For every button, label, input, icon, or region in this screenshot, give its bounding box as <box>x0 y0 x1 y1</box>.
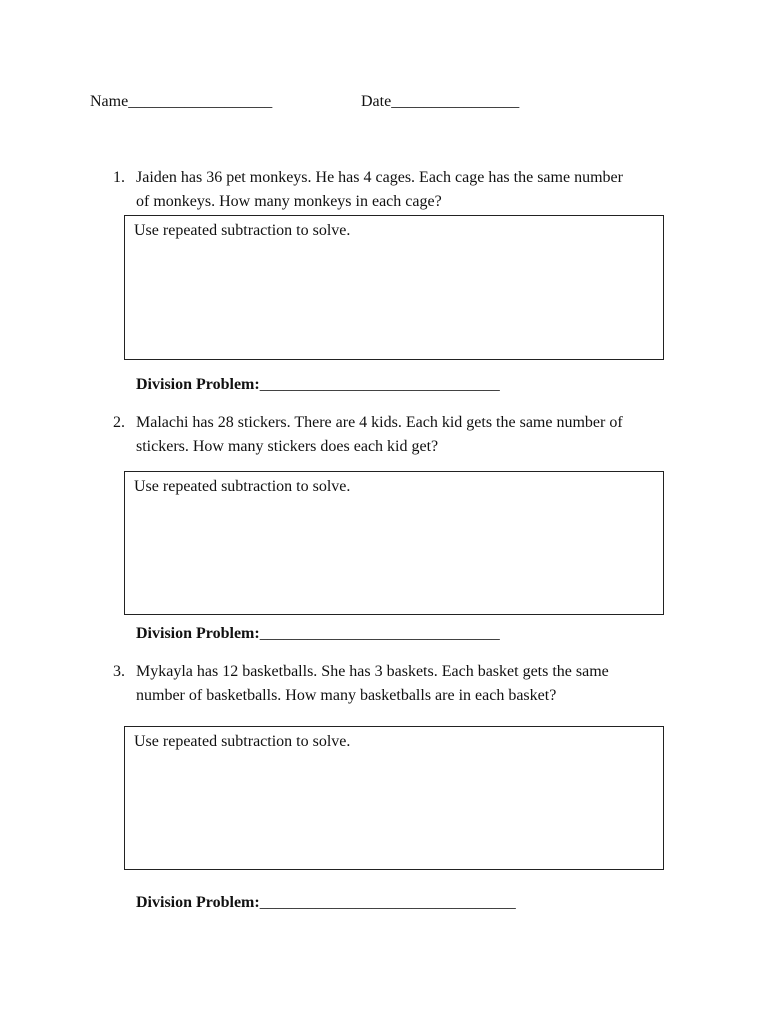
question-1-answer-blank[interactable]: ______________________________ <box>259 376 500 393</box>
question-3-number: 3. <box>113 663 125 680</box>
question-2-number: 2. <box>113 414 125 431</box>
date-field[interactable]: Date________________ <box>361 93 520 110</box>
question-2-division-problem[interactable] <box>136 626 500 642</box>
question-3-text-line-1: Mykayla has 12 basketballs. She has 3 baskets. Each basket gets the same <box>136 663 609 680</box>
name-field[interactable]: Name__________________ <box>90 93 273 110</box>
question-1-text-line-1: Jaiden has 36 pet monkeys. He has 4 cages. Each cage has the same number <box>136 169 623 186</box>
question-3-box-prompt: Use repeated subtraction to solve. <box>134 733 351 750</box>
question-3-text-line-2: number of basketballs. How many basketballs are in each basket? <box>136 687 557 704</box>
question-1-box-prompt: Use repeated subtraction to solve. <box>134 222 351 239</box>
question-3-division-problem[interactable] <box>136 895 516 911</box>
question-3-division-label: Division Problem: <box>136 894 260 911</box>
question-2-box-prompt: Use repeated subtraction to solve. <box>134 478 351 495</box>
question-1-division-label: Division Problem: <box>136 376 260 393</box>
question-1-text-line-2: of monkeys. How many monkeys in each cage? <box>136 193 442 210</box>
question-2-work-box[interactable] <box>124 471 664 615</box>
question-2-answer-blank[interactable]: ______________________________ <box>259 625 500 642</box>
question-2-text-line-2: stickers. How many stickers does each kid get? <box>136 438 439 455</box>
question-2-text-line-1: Malachi has 28 stickers. There are 4 kids. Each kid gets the same number of <box>136 414 623 431</box>
question-1-number: 1. <box>113 169 125 186</box>
question-1-work-box[interactable] <box>124 215 664 360</box>
question-3-answer-blank[interactable]: ________________________________ <box>259 894 516 911</box>
question-3-work-box[interactable] <box>124 726 664 870</box>
question-1-division-problem[interactable] <box>136 377 500 393</box>
question-2-division-label: Division Problem: <box>136 625 260 642</box>
